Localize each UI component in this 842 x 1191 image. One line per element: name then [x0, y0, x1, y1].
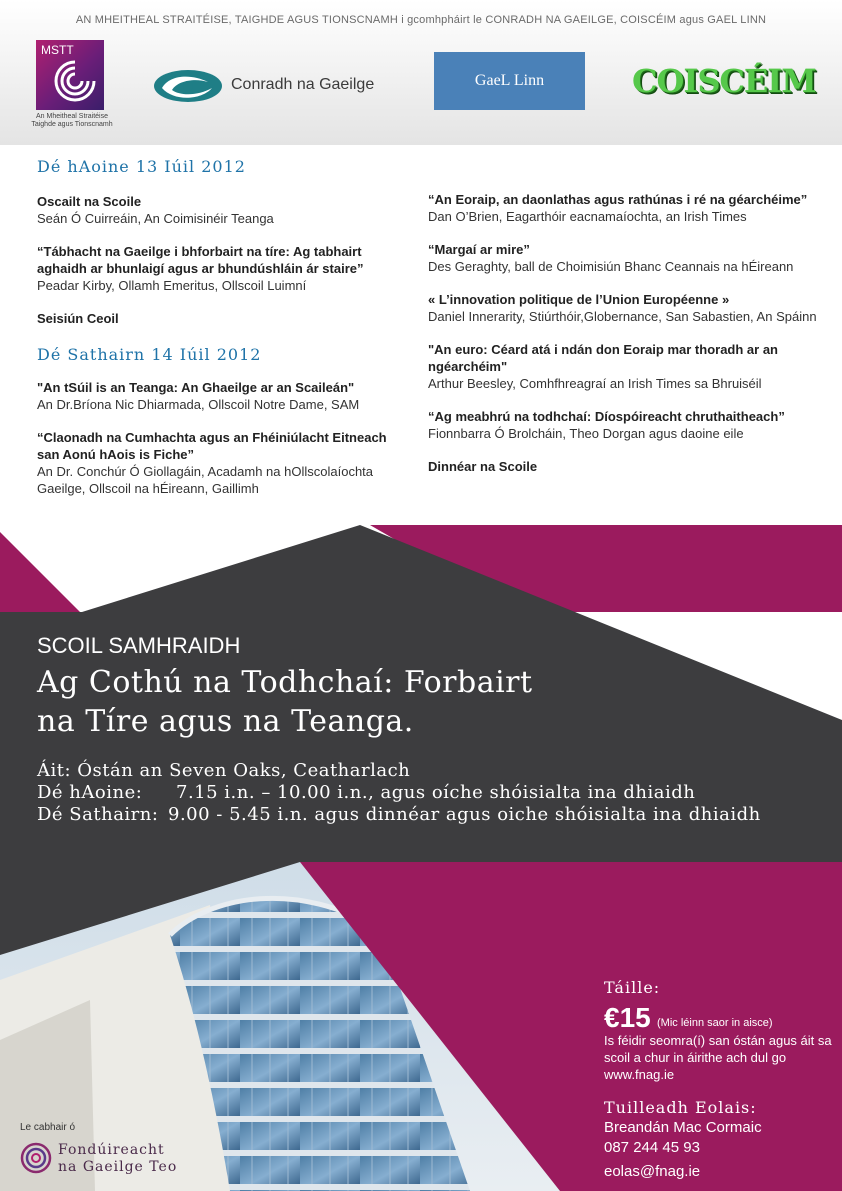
fee-heading: Táille: [604, 978, 661, 997]
session-title: “An Eoraip, an daonlathas agus rathúnas i ré na géarchéime” [428, 192, 808, 207]
session-title: “Tábhacht na Gaeilge i bhforbairt na tíre: Ag tabhairt aghaidh ar bhunlaigí agus ar bhundúshláin ár staire” [37, 244, 364, 276]
friday-heading: Dé hAoine 13 Iúil 2012 [37, 157, 246, 176]
coisceim-logo: COISCÉIM [632, 62, 816, 100]
session-title: "An tSúil is an Teanga: An Ghaeilge ar an Scaileán" [37, 380, 355, 395]
session-speaker: Fionnbarra Ó Brolcháin, Theo Dorgan agus daoine eile [428, 426, 744, 441]
session-title: “Claonadh na Cumhachta agus an Fhéiniúlacht Eitneach san Aonú hAois is Fiche” [37, 430, 387, 462]
fee-note: (Mic léinn saor in aisce) [657, 1017, 773, 1029]
session-speaker: Des Geraghty, ball de Choimisiún Bhanc Ceannais na hÉireann [428, 259, 794, 274]
mstt-logo-text: MSTT [41, 43, 74, 57]
magenta-triangle-left [0, 532, 80, 612]
session-title: Seisiún Ceoil [37, 311, 119, 326]
session-title: Dinnéar na Scoile [428, 459, 538, 474]
session-speaker: Dan O’Brien, Eagarthóir eacnamaíochta, an Irish Times [428, 209, 747, 224]
session-title: Oscailt na Scoile [37, 194, 142, 209]
partners-line: AN MHEITHEAL STRAITÉISE, TAIGHDE AGUS TIONSCNAMH i gcomhpháirt le CONRADH NA GAEILGE, COISCÉIM agus GAEL LINN [75, 14, 767, 26]
venue-text: Áit: Óstán an Seven Oaks, Ceatharlach [37, 760, 411, 781]
event-title-line-1: Ag Cothú na Todhchaí: Forbairt [37, 665, 533, 700]
session-speaker: An Dr.Bríona Nic Dhiarmada, Ollscoil Notre Dame, SAM [37, 397, 360, 412]
fee-description: Is féidir seomra(í) san óstán agus áit sa scoil a chur in áirithe ach dul go www.fnag.ie [604, 1033, 832, 1082]
fnag-logo-icon [20, 1142, 52, 1174]
sponsor-name-line-2: na Gaeilge Teo [58, 1159, 178, 1175]
fee-amount: €15 [604, 1002, 651, 1033]
saturday-schedule-time: 9.00 - 5.45 i.n. agus dinnéar agus oiche shóisialta ina dhiaidh [168, 804, 761, 825]
sponsor-label: Le cabhair ó [20, 1122, 76, 1133]
sponsor-name-line-1: Fondúireacht [58, 1142, 165, 1158]
session-speaker: Daniel Innerarity, Stiúrthóir,Globernance, San Sabastien, An Spáinn [428, 309, 817, 324]
session-speaker: Seán Ó Cuirreáin, An Coimisinéir Teanga [37, 211, 274, 226]
summer-school-label: SCOIL SAMHRAIDH [37, 633, 241, 658]
contact-email[interactable]: eolas@fnag.ie [604, 1163, 701, 1180]
contact-heading: Tuilleadh Eolais: [604, 1098, 757, 1117]
mstt-caption-line-1: An Mheitheal Straitéise [36, 113, 108, 120]
event-title-line-2: na Tíre agus na Teanga. [37, 704, 414, 739]
friday-schedule-label: Dé hAoine: [37, 782, 143, 803]
session-speaker: Arthur Beesley, Comhfhreagraí an Irish Times sa Bhruiséil [428, 376, 762, 391]
friday-schedule-time: 7.15 i.n. – 10.00 i.n., agus oíche shóisialta ina dhiaidh [176, 782, 696, 803]
saturday-schedule-label: Dé Sathairn: [37, 804, 159, 825]
saturday-heading: Dé Sathairn 14 Iúil 2012 [37, 345, 262, 364]
session-speaker: An Dr. Conchúr Ó Giollagáin, Acadamh na hOllscolaíochta Gaeilge, Ollscoil na hÉireann, Gaillimh [37, 464, 374, 496]
session-title: "An euro: Céard atá i ndán don Eoraip mar thoradh ar an ngéarchéim" [428, 342, 778, 374]
mstt-caption-line-2: Taighde agus Tionscnamh [31, 121, 113, 128]
conradh-logo-text: Conradh na Gaeilge [231, 76, 375, 93]
session-title: “Margaí ar mire” [428, 242, 530, 257]
session-title: “Ag meabhrú na todhchaí: Díospóireacht chruthaitheach” [428, 409, 785, 424]
contact-name: Breandán Mac Cormaic [604, 1119, 762, 1136]
contact-phone: 087 244 45 93 [604, 1139, 700, 1156]
session-title: « L’innovation politique de l’Union Européenne » [428, 292, 730, 307]
gael-linn-logo: GaeL Linn [434, 52, 585, 110]
session-speaker: Peadar Kirby, Ollamh Emeritus, Ollscoil Luimní [37, 278, 307, 293]
